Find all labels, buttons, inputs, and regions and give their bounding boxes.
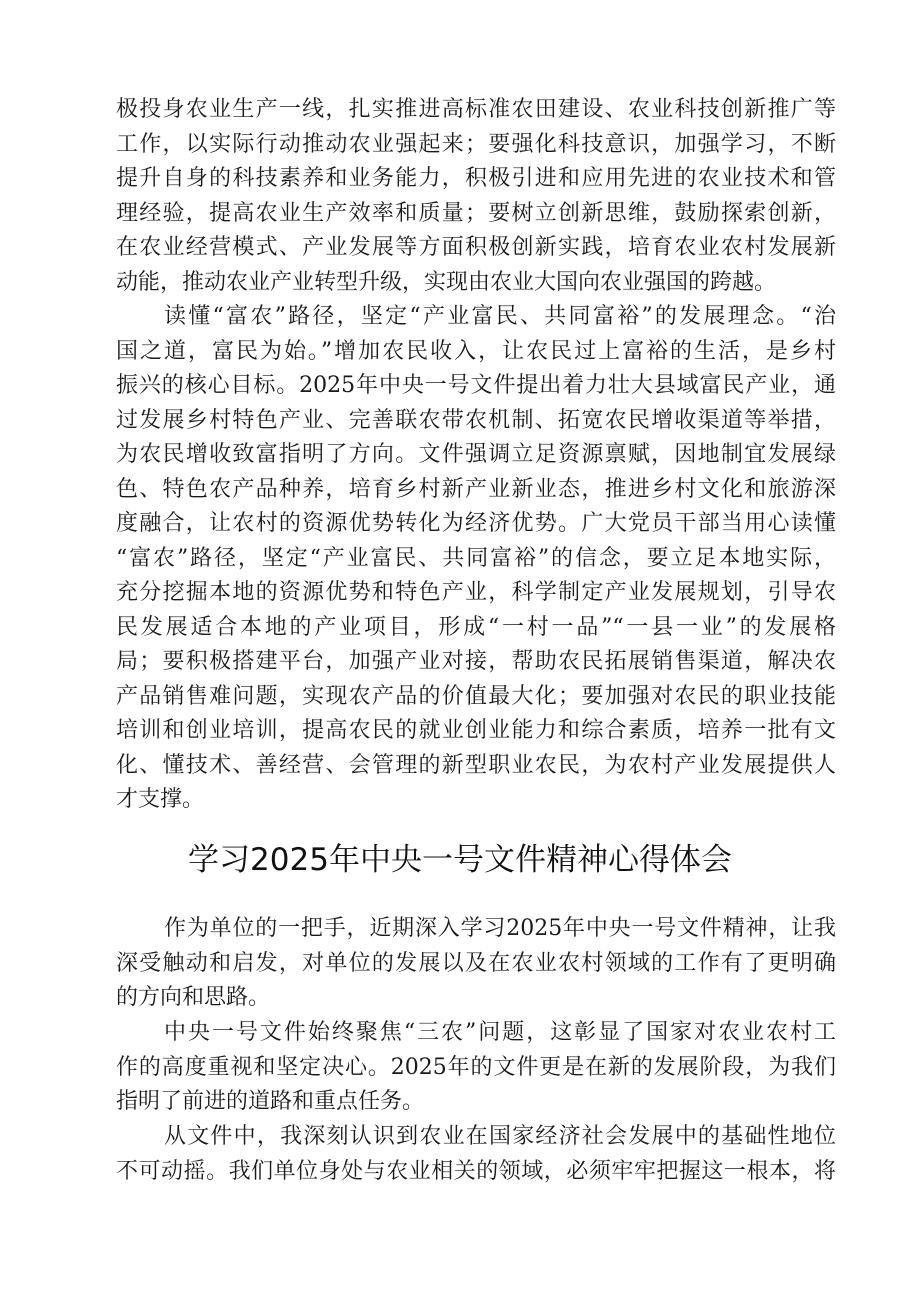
text-line: 充分挖掘本地的资源优势和特色产业，科学制定产业发展规划，引导农 [116,580,836,605]
text-line: 为农民增收致富指明了方向。文件强调立足资源禀赋，因地制宜发展绿 [116,442,836,467]
text-line: 不可动摇。我们单位身处与农业相关的领域，必须牢牢把握这一根本，将 [116,1158,836,1184]
text-line: 指明了前进的道路和重点任务。 [116,1089,425,1114]
text-line: 过发展乡村特色产业、完善联农带农机制、拓宽农民增收渠道等举措， [116,407,836,433]
text-line: 作为单位的一把手，近期深入学习2025年中央一号文件精神，让我 [164,916,836,941]
text-line: 度融合，让农村的资源优势转化为经济优势。广大党员干部当用心读懂 [116,511,836,536]
text-line: 局；要积极搭建平台，加强产业对接，帮助农民拓展销售渠道，解决农 [116,649,836,674]
text-line: 提升自身的科技素养和业务能力，积极引进和应用先进的农业技术和管 [116,166,836,191]
section2-paragraph-2 [116,1016,836,1120]
text-line: 民发展适合本地的产业项目，形成“一村一品”“一县一业”的发展格 [116,614,836,640]
text-line: 动能，推动农业产业转型升级，实现由农业大国向农业强国的跨越。 [116,269,777,295]
text-line: 极投身农业生产一线，扎实推进高标准农田建设、农业科技创新推广等 [116,97,836,122]
text-line: 的方向和思路。 [116,985,271,1010]
text-line: 从文件中，我深刻认识到农业在国家经济社会发展中的基础性地位 [164,1124,836,1149]
section2-paragraph-1 [116,912,836,1016]
document-title: 学习2025年中央一号文件精神心得体会 [188,842,732,878]
text-line: 深受触动和启发，对单位的发展以及在农业农村领域的工作有了更明确 [116,950,836,976]
text-line: 培训和创业培训，提高农民的就业创业能力和综合素质，培养一批有文 [116,718,836,743]
text-line: 工作，以实际行动推动农业强起来；要强化科技意识，加强学习，不断 [116,131,836,157]
section2-paragraph-3 [116,1120,836,1189]
section1-paragraph-1 [116,93,836,300]
text-line: 读懂“富农”路径，坚定“产业富民、共同富裕”的发展理念。“治 [164,304,836,329]
text-line: 化、懂技术、善经营、会管理的新型职业农民，为农村产业发展提供人 [116,752,836,778]
text-line: 振兴的核心目标。2025年中央一号文件提出着力壮大县域富民产业，通 [116,373,836,398]
text-line: 中央一号文件始终聚焦“三农”问题，这彰显了国家对农业农村工 [164,1020,836,1045]
section1-paragraph-2 [116,300,836,818]
text-line: 产品销售难问题，实现农产品的价值最大化；要加强对农民的职业技能 [116,683,836,709]
text-line: 色、特色农产品种养，培育乡村新产业新业态，推进乡村文化和旅游深 [116,476,836,502]
text-line: 国之道，富民为始。”增加农民收入，让农民过上富裕的生活，是乡村 [116,338,836,364]
text-line: 在农业经营模式、产业发展等方面积极创新实践，培育农业农村发展新 [116,235,836,260]
text-line: “富农”路径，坚定“产业富民、共同富裕”的信念，要立足本地实际， [116,545,836,571]
text-line: 才支撑。 [116,787,205,812]
text-line: 作的高度重视和坚定决心。2025年的文件更是在新的发展阶段，为我们 [116,1054,836,1080]
text-line: 理经验，提高农业生产效率和质量；要树立创新思维，鼓励探索创新， [116,200,836,226]
